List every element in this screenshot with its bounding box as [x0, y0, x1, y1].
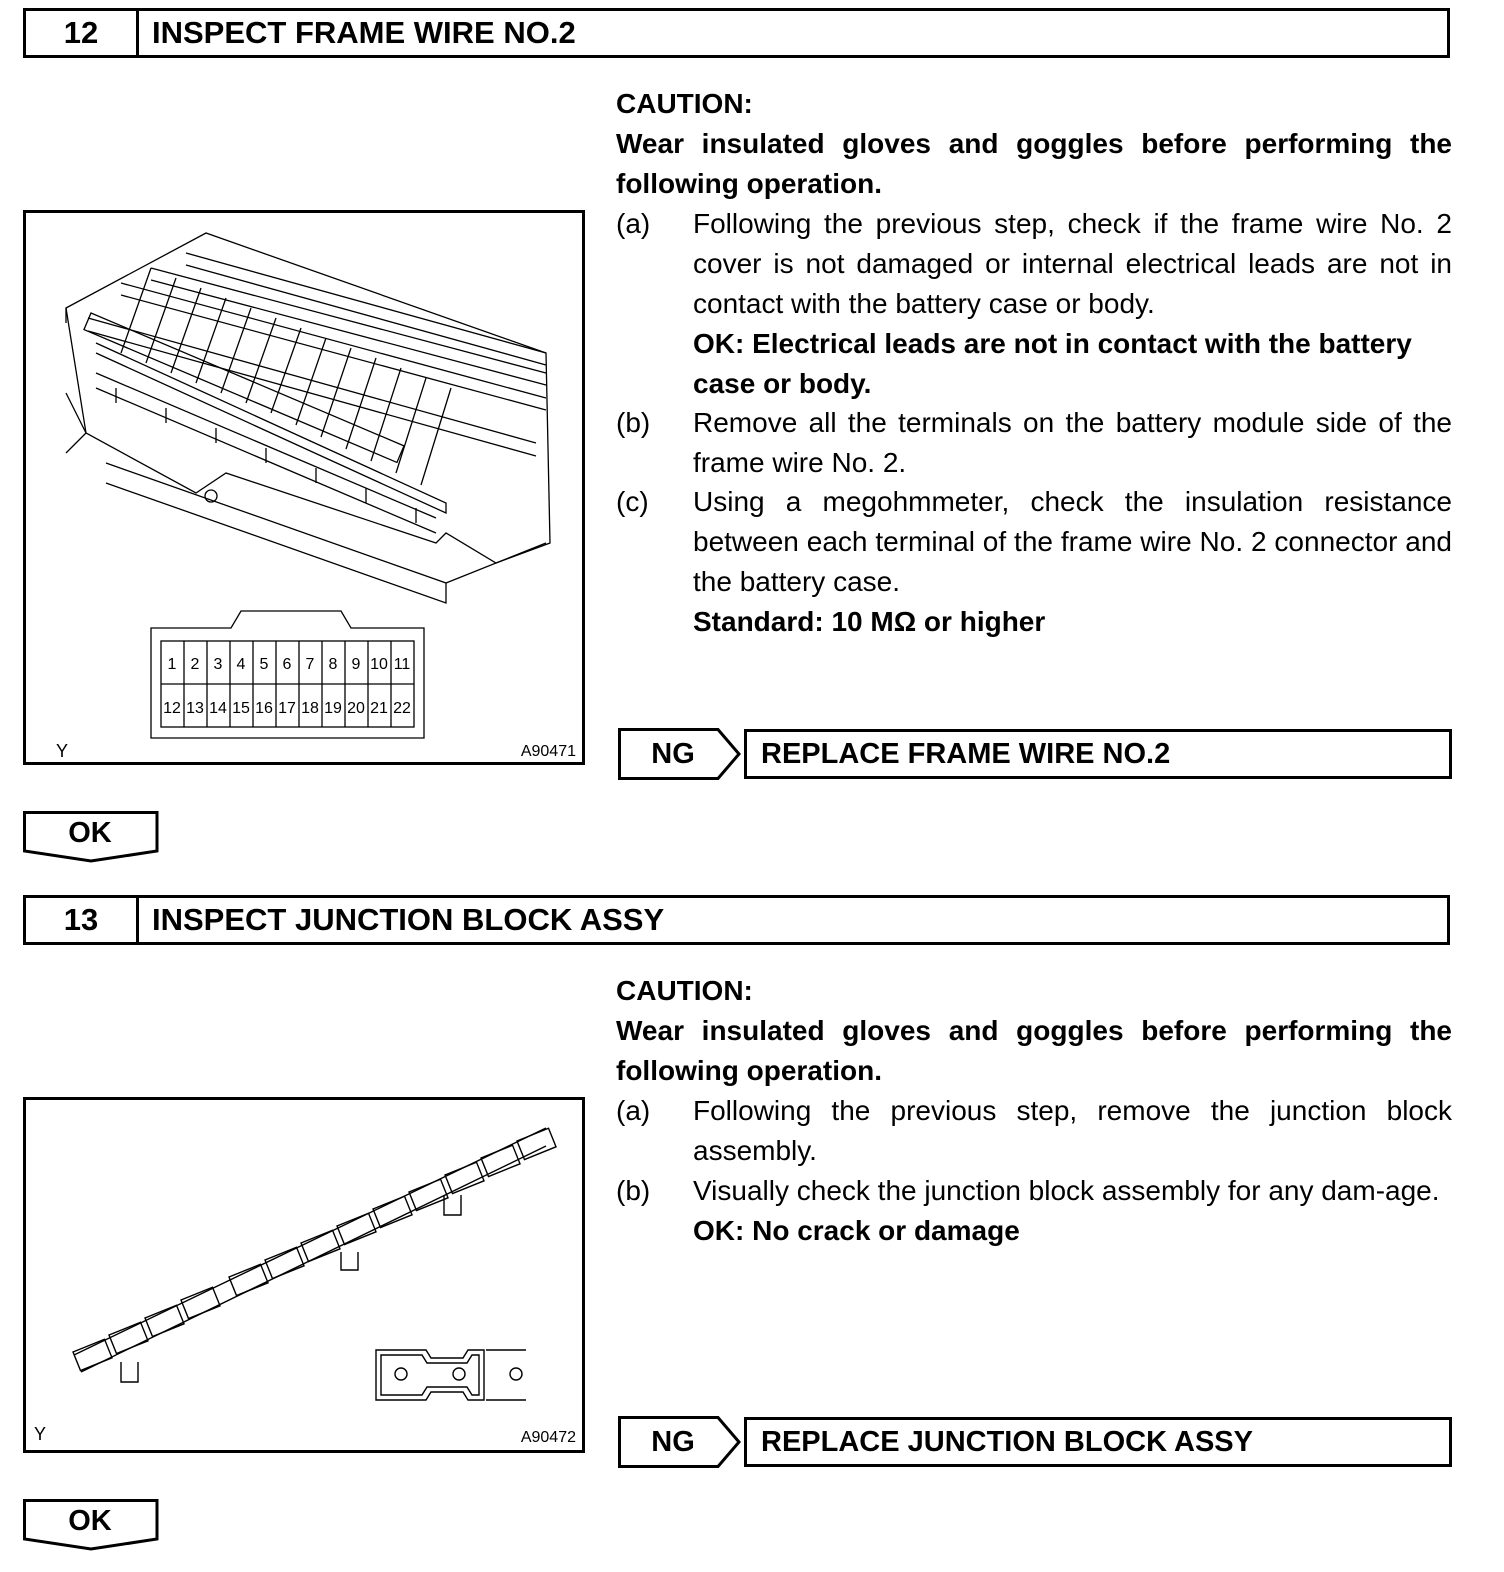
pin-4: 4	[236, 656, 246, 673]
pin-22: 22	[393, 700, 411, 717]
item-text	[693, 1171, 1452, 1251]
caution-title: CAUTION:	[616, 88, 753, 119]
pin-19: 19	[324, 700, 342, 717]
item-body: Visually check the junction block assembly for any dam-age.	[693, 1175, 1440, 1206]
pin-11: 11	[393, 656, 411, 673]
terminal-clips	[73, 1128, 556, 1370]
step-title: INSPECT FRAME WIRE NO.2	[152, 15, 576, 50]
item-label: (c)	[616, 486, 649, 517]
ng-label: NG	[651, 1426, 695, 1458]
figure-corner-label: Y	[34, 1424, 47, 1444]
pin-2: 2	[190, 656, 200, 673]
item-text	[693, 403, 1452, 483]
step-number: 13	[26, 898, 139, 942]
item-body: Following the previous step, remove the junction block assembly.	[693, 1095, 1452, 1166]
item-label: (a)	[616, 1095, 651, 1126]
step-title: INSPECT JUNCTION BLOCK ASSY	[152, 902, 665, 937]
ok-label: OK	[68, 817, 112, 849]
item-body: Remove all the terminals on the battery module side of the frame wire No. 2.	[693, 407, 1452, 478]
item-text	[693, 482, 1452, 642]
step-number: 12	[26, 11, 139, 55]
ng-label: NG	[651, 738, 695, 770]
caution-title: CAUTION:	[616, 975, 753, 1006]
pin-8: 8	[328, 656, 338, 673]
item-text	[693, 204, 1452, 404]
item-standard: Standard: 10 MΩ or higher	[693, 606, 1046, 637]
step-12-header	[23, 8, 1450, 58]
pin-15: 15	[232, 700, 250, 717]
figure-corner-label: Y	[56, 741, 69, 761]
item-ok-criteria: OK: No crack or damage	[693, 1215, 1020, 1246]
pin-14: 14	[209, 700, 227, 717]
figure-code: A90471	[520, 743, 576, 760]
item-body: Following the previous step, check if the frame wire No. 2 cover is not damaged or internal electrical leads are not in contact with the battery case or body.	[693, 208, 1452, 319]
item-text	[693, 1091, 1452, 1171]
ng-action-box: REPLACE FRAME WIRE NO.2	[744, 729, 1452, 779]
ng-arrow-box	[618, 1416, 742, 1468]
pin-7: 7	[305, 656, 315, 673]
pin-21: 21	[370, 700, 388, 717]
pin-1: 1	[167, 656, 177, 673]
pin-10: 10	[370, 656, 388, 673]
ok-arrow-box	[23, 811, 161, 863]
pin-16: 16	[255, 700, 273, 717]
pin-5: 5	[259, 656, 269, 673]
item-label: (a)	[616, 208, 651, 239]
pin-3: 3	[213, 656, 223, 673]
ok-arrow-box	[23, 1499, 161, 1551]
battery-module-illustration	[26, 213, 582, 762]
pin-6: 6	[282, 656, 292, 673]
pin-17: 17	[278, 700, 296, 717]
ng-arrow-box	[618, 728, 742, 780]
frame-wire-figure	[23, 210, 585, 765]
junction-block-figure	[23, 1097, 585, 1453]
junction-block-illustration	[26, 1100, 582, 1450]
caution-text: Wear insulated gloves and goggles before performing the following operation.	[616, 128, 1452, 199]
item-ok-criteria: OK: Electrical leads are not in contact with the battery case or body.	[693, 328, 1412, 399]
pin-12: 12	[163, 700, 181, 717]
step-13-header	[23, 895, 1450, 945]
ok-label: OK	[68, 1505, 112, 1537]
pin-9: 9	[351, 656, 361, 673]
pin-20: 20	[347, 700, 365, 717]
caution-text: Wear insulated gloves and goggles before performing the following operation.	[616, 1015, 1452, 1086]
item-label: (b)	[616, 407, 651, 438]
figure-code: A90472	[520, 1429, 576, 1446]
ng-action-box: REPLACE JUNCTION BLOCK ASSY	[744, 1417, 1452, 1467]
item-body: Using a megohmmeter, check the insulation resistance between each terminal of the frame wire No. 2 connector and the battery case.	[693, 486, 1452, 597]
item-label: (b)	[616, 1175, 651, 1206]
pin-18: 18	[301, 700, 319, 717]
pin-13: 13	[186, 700, 204, 717]
